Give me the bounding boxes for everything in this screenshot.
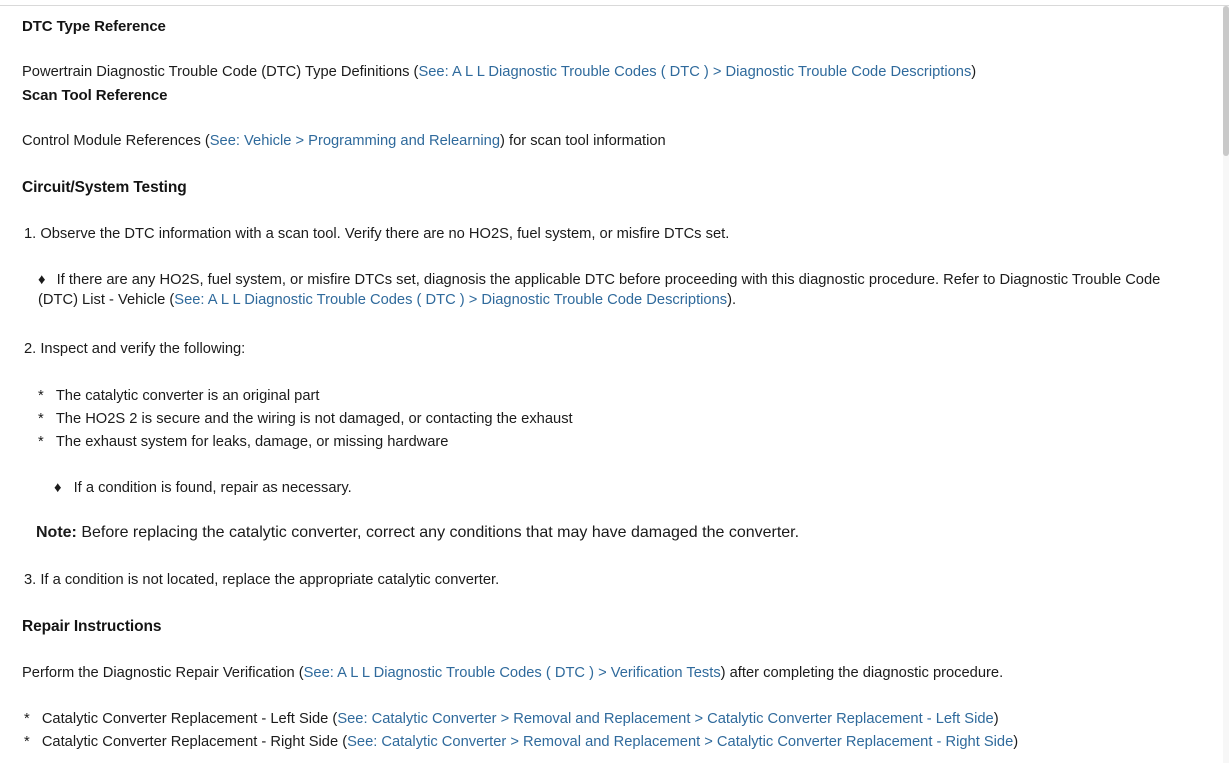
dtc-type-text-before: Powertrain Diagnostic Trouble Code (DTC) Type Definitions ( <box>22 64 419 80</box>
list-item-inspect-note <box>54 478 352 498</box>
list-item-inspect-2 <box>38 409 573 429</box>
dtc-type-text-after: ) <box>971 64 977 80</box>
step-1-number: 1. <box>24 226 37 242</box>
window-top-edge <box>0 0 1229 6</box>
star-bullet-icon: * <box>38 388 44 404</box>
paragraph-dtc-type-reference <box>22 62 1202 82</box>
diamond-bullet-icon: ♦ <box>54 480 62 496</box>
link-dtc-descriptions-2[interactable]: See: A L L Diagnostic Trouble Codes ( DTC ) > Diagnostic Trouble Code Descriptions <box>174 292 728 308</box>
list-item-inspect-3 <box>38 432 448 452</box>
step-1-text: Observe the DTC information with a scan tool. Verify there are no HO2S, fuel system, or misfire DTCs set. <box>40 226 730 242</box>
replacement-right-text-after: ) <box>1013 734 1019 750</box>
note-label: Note: <box>36 524 77 541</box>
inspect-item-3-text: The exhaust system for leaks, damage, or missing hardware <box>55 434 449 450</box>
heading-circuit-system-testing: Circuit/System Testing <box>22 179 187 196</box>
step-3-text: If a condition is not located, replace the appropriate catalytic converter. <box>40 572 500 588</box>
list-item-step-1 <box>24 224 1204 244</box>
repair-intro-text-after: ) after completing the diagnostic procedure. <box>720 665 1004 681</box>
star-bullet-icon: * <box>24 734 30 750</box>
repair-intro-text-before: Perform the Diagnostic Repair Verification ( <box>22 665 304 681</box>
step-2-number: 2. <box>24 341 37 357</box>
star-bullet-icon: * <box>24 711 30 727</box>
star-bullet-icon: * <box>38 411 44 427</box>
link-catalytic-converter-right[interactable]: See: Catalytic Converter > Removal and Replacement > Catalytic Converter Replacement - Right Side <box>347 734 1014 750</box>
replacement-right-text-before: Catalytic Converter Replacement - Right Side ( <box>41 734 348 750</box>
inspect-item-2-text: The HO2S 2 is secure and the wiring is not damaged, or contacting the exhaust <box>55 411 573 427</box>
list-item-replacement-left <box>24 709 1204 729</box>
note-text: Before replacing the catalytic converter, correct any conditions that may have damaged the converter. <box>81 524 800 541</box>
list-item-inspect-1 <box>38 386 320 406</box>
step-1-sub-text-after: ). <box>727 292 737 308</box>
step-2-text: Inspect and verify the following: <box>40 341 246 357</box>
inspect-item-1-text: The catalytic converter is an original part <box>55 388 320 404</box>
list-item-step-1-note <box>38 270 1183 310</box>
heading-dtc-type-reference: DTC Type Reference <box>22 18 166 35</box>
note-block <box>36 524 1186 542</box>
vertical-scrollbar[interactable] <box>1223 6 1229 763</box>
link-programming-and-relearning[interactable]: See: Vehicle > Programming and Relearning <box>209 133 501 149</box>
diamond-bullet-icon: ♦ <box>38 272 46 288</box>
heading-scan-tool-reference: Scan Tool Reference <box>22 87 168 104</box>
link-catalytic-converter-left[interactable]: See: Catalytic Converter > Removal and Replacement > Catalytic Converter Replacement - Left Side <box>337 711 994 727</box>
scrollbar-thumb[interactable] <box>1223 6 1229 156</box>
step-3-number: 3. <box>24 572 37 588</box>
replacement-left-text-after: ) <box>993 711 999 727</box>
star-bullet-icon: * <box>38 434 44 450</box>
scan-tool-text-after: ) for scan tool information <box>500 133 666 149</box>
paragraph-scan-tool-reference <box>22 131 1202 151</box>
heading-repair-instructions: Repair Instructions <box>22 618 162 635</box>
list-item-step-3 <box>24 570 1204 590</box>
replacement-left-text-before: Catalytic Converter Replacement - Left Side ( <box>41 711 338 727</box>
step-1-sub-text-before: If there are any HO2S, fuel system, or misfire DTCs set, diagnosis the applicable DTC before proceeding with this diagnostic procedure. Refer to Diagnostic Trouble Code (DTC) List - Vehicle ( <box>38 272 1161 308</box>
list-item-replacement-right <box>24 732 1204 752</box>
inspect-note-text: If a condition is found, repair as necessary. <box>73 480 352 496</box>
list-item-step-2 <box>24 339 1204 359</box>
link-dtc-descriptions[interactable]: See: A L L Diagnostic Trouble Codes ( DTC ) > Diagnostic Trouble Code Descriptions <box>418 64 972 80</box>
scan-tool-text-before: Control Module References ( <box>22 133 210 149</box>
link-verification-tests[interactable]: See: A L L Diagnostic Trouble Codes ( DTC ) > Verification Tests <box>303 665 721 681</box>
paragraph-repair-verification <box>22 663 1202 683</box>
